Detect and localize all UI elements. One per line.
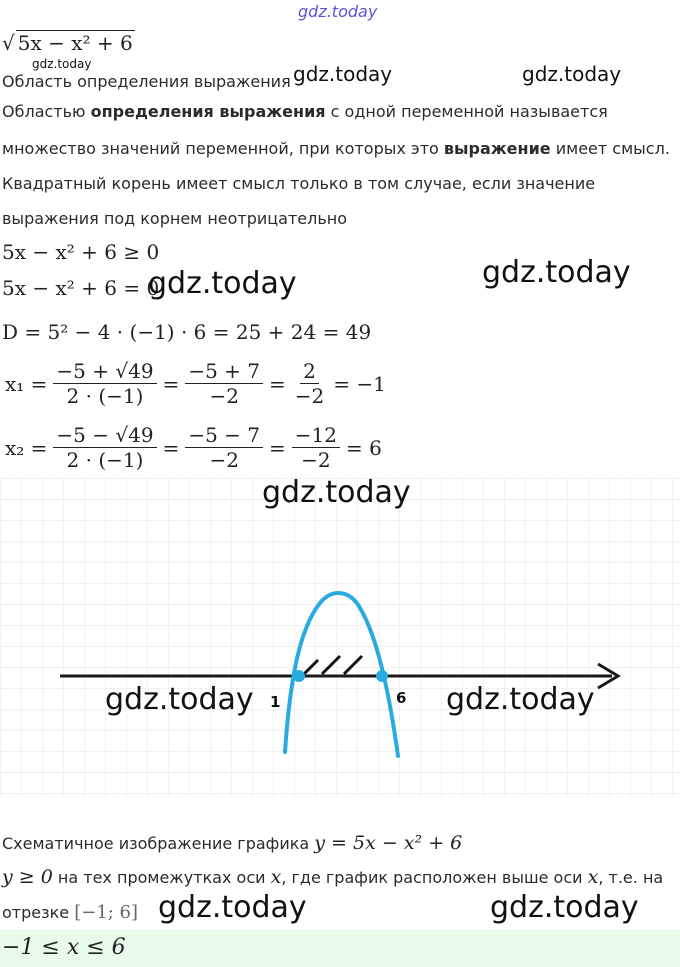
definition-line-2: множество значений переменной, при которых это выражение имеет смысл. bbox=[2, 139, 670, 158]
inequality: 5x − x² + 6 ≥ 0 bbox=[2, 240, 160, 264]
watermark: gdz.today bbox=[262, 475, 411, 510]
answer-text: −1 ≤ x ≤ 6 bbox=[2, 935, 126, 960]
definition-line-4: выражения под корнем неотрицательно bbox=[2, 209, 348, 228]
root-label-right: 6 bbox=[396, 689, 407, 707]
answer-box bbox=[0, 930, 680, 967]
watermark: gdz.today bbox=[105, 682, 254, 717]
definition-line-1: Областью определения выражения с одной переменной называется bbox=[2, 102, 608, 121]
watermark: gdz.today bbox=[148, 266, 297, 301]
bold-term: определения выражения bbox=[90, 102, 326, 121]
header-expression bbox=[2, 30, 135, 55]
watermark: gdz.today bbox=[482, 255, 631, 290]
sqrt-sign: √ bbox=[2, 31, 15, 55]
top-watermark: gdz.today bbox=[298, 2, 378, 21]
bold-term: выражение bbox=[443, 139, 551, 158]
section-title: Область определения выражения bbox=[2, 72, 291, 91]
root-x1: x₁ = $\frac{-5 + √49}{2 \cdot (-1)}$ = $\frac{-5 + 7}{-2}$ = $\frac{2}{-2}$ = −1 bbox=[5, 359, 386, 408]
sqrt-body: 5x − x² + 6 bbox=[17, 31, 133, 55]
root-x2: x₂ = $\frac{-5 - √49}{2 \cdot (-1)}$ = $\frac{-5 - 7}{-2}$ = $\frac{-12}{-2}$ = 6 bbox=[5, 423, 382, 472]
watermark: gdz.today bbox=[158, 890, 307, 925]
watermark: gdz.today bbox=[293, 62, 393, 86]
caption-line-1: Схематичное изображение графика y = 5x − x² + 6 bbox=[2, 832, 463, 854]
caption-line-2: y ≥ 0 на тех промежутках оси x, где график расположен выше оси x, т.е. на bbox=[2, 866, 664, 888]
watermark: gdz.today bbox=[490, 890, 639, 925]
parabola-graph bbox=[0, 478, 680, 796]
root-label-left: 1 bbox=[270, 693, 281, 711]
watermark: gdz.today bbox=[522, 62, 622, 86]
graph-area bbox=[0, 478, 680, 796]
watermark: gdz.today bbox=[446, 682, 595, 717]
small-watermark: gdz.today bbox=[32, 57, 92, 71]
caption-line-3: отрезке [−1; 6] bbox=[2, 902, 139, 923]
root-point-left bbox=[293, 670, 305, 682]
discriminant: D = 5² − 4 · (−1) · 6 = 25 + 24 = 49 bbox=[2, 320, 372, 344]
grid bbox=[0, 478, 680, 796]
equation: 5x − x² + 6 = 0 bbox=[2, 276, 160, 300]
definition-line-3: Квадратный корень имеет смысл только в том случае, если значение bbox=[2, 174, 596, 193]
root-point-right bbox=[376, 670, 388, 682]
